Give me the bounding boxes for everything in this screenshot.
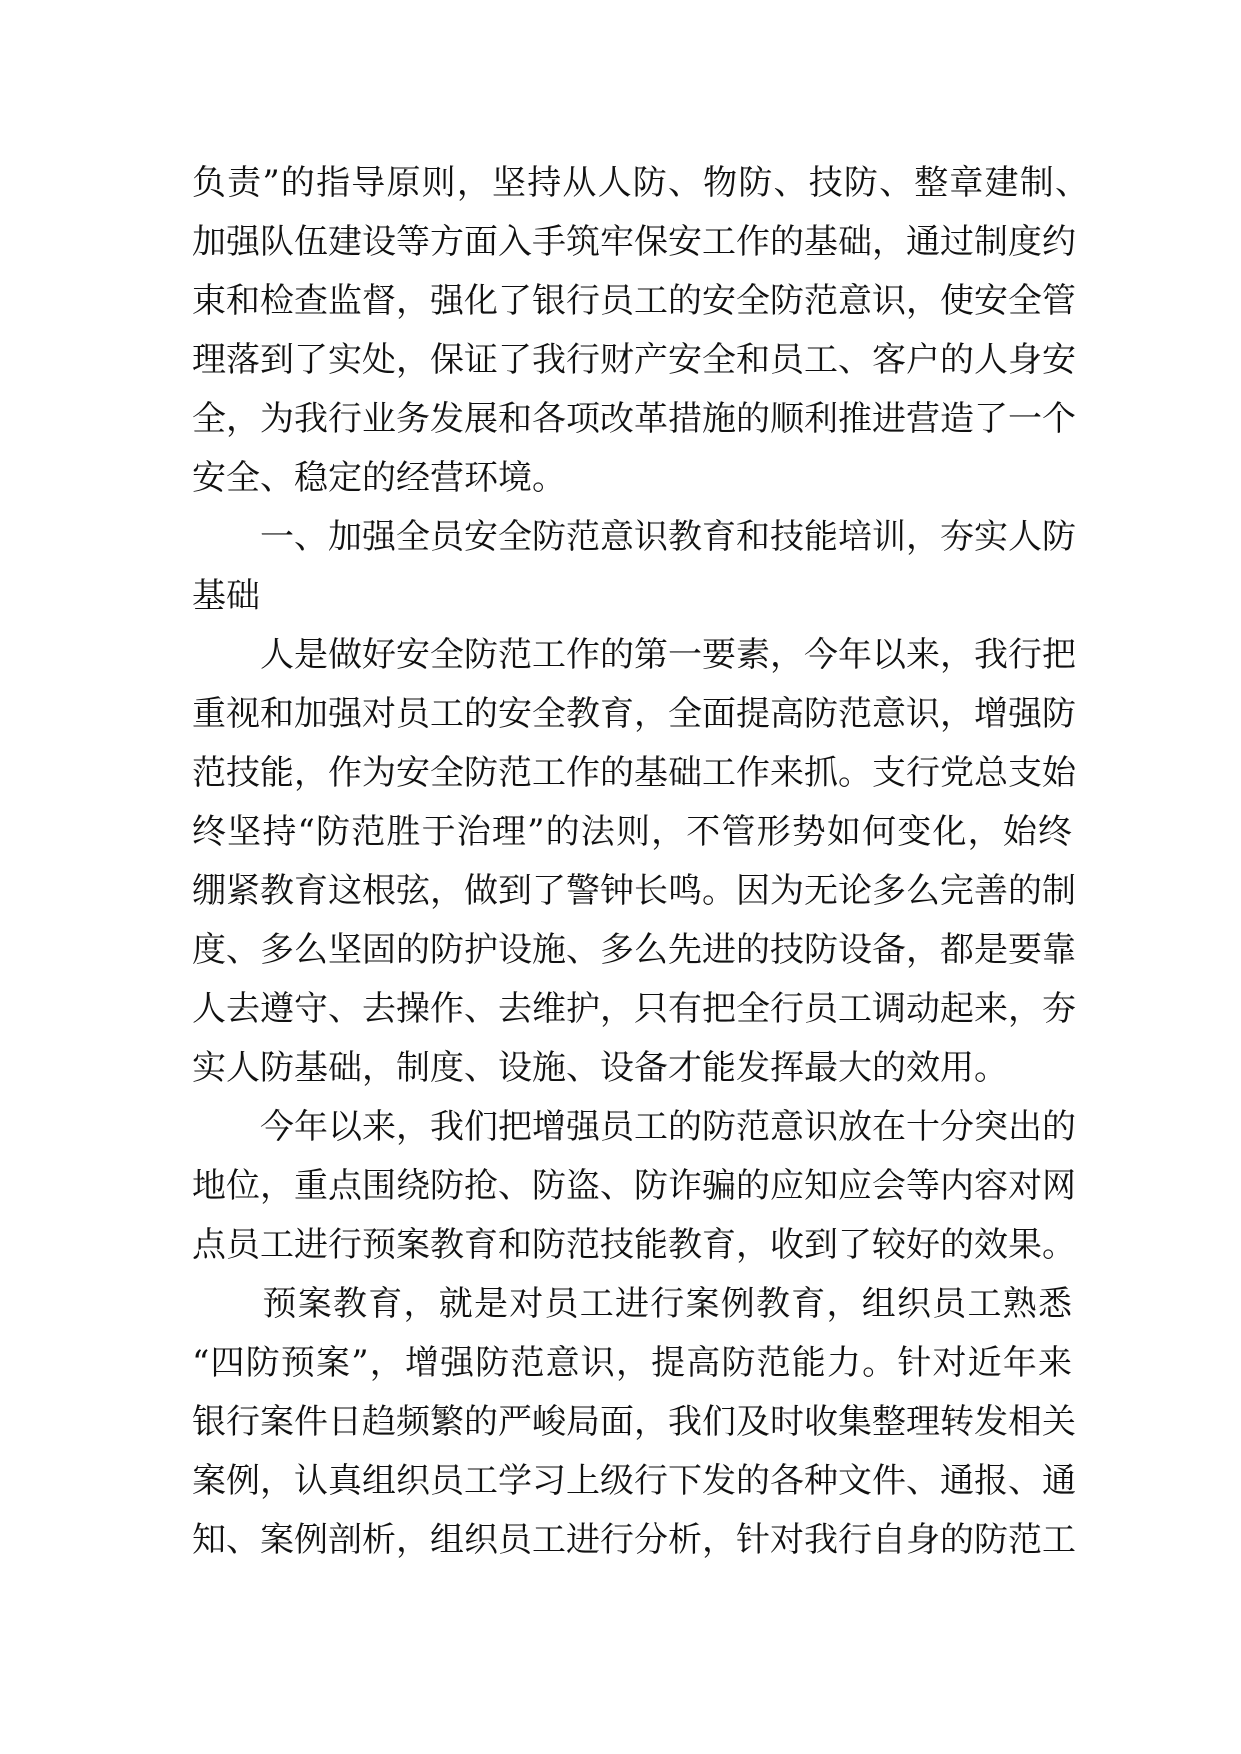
section-heading-line-2: 基础	[192, 576, 260, 616]
text-line-11: 范技能，作为安全防范工作的基础工作来抓。支行党总支始	[192, 753, 1076, 793]
text-line-9: 人是做好安全防范工作的第一要素，今年以来，我行把	[192, 635, 1076, 675]
text-line-23: 案例，认真组织员工学习上级行下发的各种文件、通报、通	[192, 1461, 1076, 1501]
text-line-17: 今年以来，我们把增强员工的防范意识放在十分突出的	[192, 1107, 1076, 1147]
document-body	[192, 154, 1089, 1570]
text-line-5: 全，为我行业务发展和各项改革措施的顺利推进营造了一个	[192, 399, 1076, 439]
text-line-15: 人去遵守、去操作、去维护，只有把全行员工调动起来，夯	[192, 989, 1076, 1029]
text-line-12: 终坚持“防范胜于治理”的法则，不管形势如何变化，始终	[192, 812, 1072, 852]
text-line-22: 银行案件日趋频繁的严峻局面，我们及时收集整理转发相关	[192, 1402, 1076, 1442]
section-heading-line-1: 一、加强全员安全防范意识教育和技能培训，夯实人防	[192, 517, 1076, 557]
text-line-18: 地位，重点围绕防抢、防盗、防诈骗的应知应会等内容对网	[192, 1166, 1076, 1206]
text-line-20: 预案教育，就是对员工进行案例教育，组织员工熟悉	[192, 1284, 1072, 1324]
text-line-21: “四防预案”，增强防范意识，提高防范能力。针对近年来	[192, 1343, 1072, 1383]
text-line-2: 加强队伍建设等方面入手筑牢保安工作的基础，通过制度约	[192, 222, 1076, 262]
text-line-19: 点员工进行预案教育和防范技能教育，收到了较好的效果。	[192, 1225, 1076, 1265]
text-line-4: 理落到了实处，保证了我行财产安全和员工、客户的人身安	[192, 340, 1076, 380]
text-line-6: 安全、稳定的经营环境。	[192, 458, 566, 498]
text-line-3: 束和检查监督，强化了银行员工的安全防范意识，使安全管	[192, 281, 1076, 321]
text-line-16: 实人防基础，制度、设施、设备才能发挥最大的效用。	[192, 1048, 1008, 1088]
text-line-24: 知、案例剖析，组织员工进行分析，针对我行自身的防范工	[192, 1520, 1076, 1560]
text-line-13: 绷紧教育这根弦，做到了警钟长鸣。因为无论多么完善的制	[192, 871, 1076, 911]
text-line-14: 度、多么坚固的防护设施、多么先进的技防设备，都是要靠	[192, 930, 1076, 970]
text-line-10: 重视和加强对员工的安全教育，全面提高防范意识，增强防	[192, 694, 1076, 734]
text-line-1: 负责”的指导原则，坚持从人防、物防、技防、整章建制、	[192, 163, 1089, 203]
